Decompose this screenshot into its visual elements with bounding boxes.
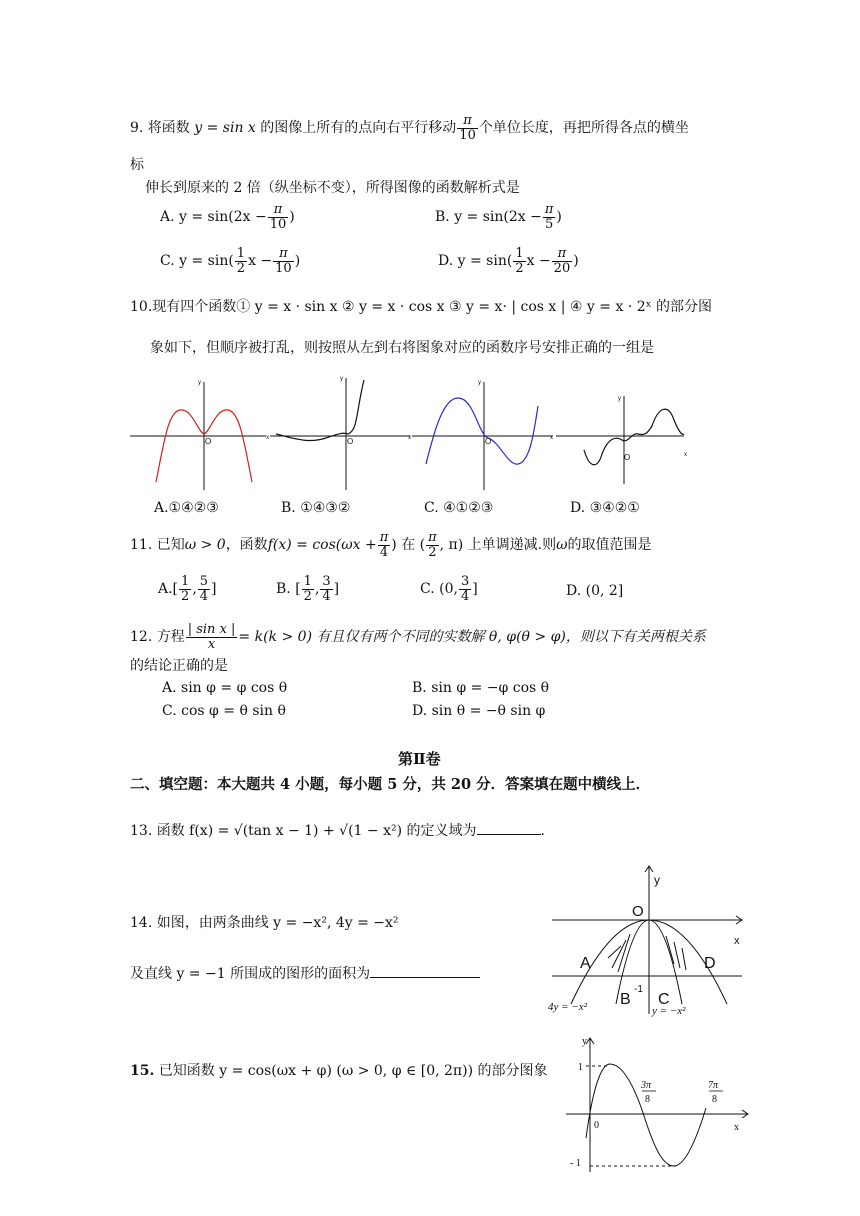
q11-line1: 11. 已知ω > 0，函数f(x) = cos(ωx + $\frac{\pi}{4}$ ) 在 ( $\frac{\pi}{2}$ , π) 上单调递减.则ω的取值范围是 [130, 530, 652, 560]
q9-option-d: D. y = sin( $\frac{1}{2}$ x − $\frac{\pi}{20}$ ) [438, 246, 579, 276]
fig14-curve-4y: 4y = −x² [548, 1001, 587, 1013]
q10-option-a: A.①④②③ [154, 500, 219, 516]
fig14-label-b: B [620, 991, 631, 1008]
q11-option-c: C. (0, $\frac{3}{4}$ ] [420, 574, 478, 604]
g3-y-label: y [478, 380, 481, 386]
q12-option-b: B. sin φ = −φ cos θ [412, 680, 550, 696]
q12-line2: 的结论正确的是 [130, 658, 228, 674]
g3-x-label: x [550, 435, 553, 441]
q9-option-c: C. y = sin( $\frac{1}{2}$ x − $\frac{\pi}{10}$ ) [160, 246, 301, 276]
q12-option-c: C. cos φ = θ sin θ [162, 703, 286, 719]
q9-option-b: B. y = sin(2x − $\frac{\pi}{5}$ ) [435, 202, 562, 232]
q15-figure [562, 1034, 752, 1174]
fig15-tick-7pi-num: 7π [708, 1080, 719, 1091]
q10-line2: 象如下，但顺序被打乱，则按照从左到右将图象对应的函数序号安排正确的一组是 [150, 340, 654, 356]
q10-option-b: B. ①④③② [281, 500, 351, 516]
q10-option-c: C. ④①②③ [424, 500, 494, 516]
g2-origin: O [347, 437, 354, 446]
g3-origin: O [485, 437, 492, 446]
fig14-label-c: C [658, 991, 670, 1008]
fig15-y-label: y [582, 1036, 587, 1047]
fig15-x-label: x [734, 1122, 739, 1133]
fig15-tick-3pi-num: 3π [641, 1080, 652, 1091]
q13-answer-blank[interactable] [477, 821, 541, 835]
fig15-tick-3pi-den: 8 [645, 1094, 650, 1105]
fig15-origin: 0 [594, 1120, 599, 1131]
part2-title: 第Ⅱ卷 [398, 750, 441, 768]
q9-line1: 9. 将函数 y = sin x 的图像上所有的点向右平行移动 $\frac{\pi}{10}$ 个单位长度，再把所得各点的横坐 [130, 113, 689, 143]
g4-x-label: x [684, 452, 687, 458]
fig15-tick-minus-1: - 1 [570, 1158, 581, 1169]
g4-y-label: y [618, 396, 621, 402]
g2-y-label: y [340, 376, 343, 382]
fig14-y-label: y [654, 873, 660, 887]
q10-graphs [128, 372, 698, 492]
q9-line3: 伸长到原来的 2 倍（纵坐标不变），所得图像的函数解析式是 [145, 180, 520, 196]
fig14-minus-one: -1 [634, 984, 643, 995]
q14-line2: 及直线 y = −1 所围成的图形的面积为 [130, 963, 480, 983]
fig14-origin: O [632, 903, 644, 920]
q13-line: 13. 函数 f(x) = √(tan x − 1) + √(1 − x²) 的定义域为 . [130, 823, 545, 839]
fig15-tick-7pi-den: 8 [712, 1094, 717, 1105]
g1-y-label: y [198, 380, 201, 386]
fig14-x-label: x [734, 935, 740, 947]
q11-option-b: B. [ $\frac{1}{2}$ , $\frac{3}{4}$ ] [276, 574, 340, 604]
g4-origin: O [624, 453, 631, 462]
g2-x-label: x [408, 435, 411, 441]
q11-option-a: A.[ $\frac{1}{2}$ , $\frac{5}{4}$ ] [158, 574, 217, 604]
q10-line1: 10.现有四个函数① y = x · sin x ② y = x · cos x ③ y = x· | cos x | ④ y = x · 2ˣ 的部分图 [130, 299, 713, 315]
q12-option-d: D. sin θ = −θ sin φ [412, 703, 546, 719]
q15-line: 15. 已知函数 y = cos(ωx + φ) (ω > 0, φ ∈ [0, 2π)) 的部分图象 [130, 1063, 548, 1079]
q12-option-a: A. sin φ = φ cos θ [162, 680, 288, 696]
fig14-label-a: A [580, 955, 591, 972]
q11-option-d: D. (0, 2] [566, 583, 624, 599]
g1-origin: O [205, 437, 212, 446]
fig15-tick-1: 1 [578, 1062, 583, 1073]
q14-figure [546, 864, 746, 1024]
part2-heading: 二、填空题：本大题共 4 小题，每小题 5 分，共 20 分．答案填在题中横线上． [130, 776, 651, 793]
fig14-curve-y: y = −x² [652, 1005, 686, 1017]
q10-option-d: D. ③④②① [570, 500, 640, 516]
q14-line1: 14. 如图，由两条曲线 y = −x², 4y = −x² [130, 915, 399, 931]
g1-x-label: x [266, 435, 269, 441]
q9-option-a: A. y = sin(2x − $\frac{\pi}{10}$ ) [160, 202, 295, 232]
q9-line2: 标 [130, 157, 144, 173]
q14-answer-blank[interactable] [370, 963, 480, 978]
fig14-label-d: D [704, 955, 716, 972]
q12-line1: 12. 方程 $\frac{\text{| sin x |}}{x}$ = k(k > 0) 有且仅有两个不同的实数解 θ, φ(θ > φ)，则以下有关两根关系 [130, 622, 706, 652]
